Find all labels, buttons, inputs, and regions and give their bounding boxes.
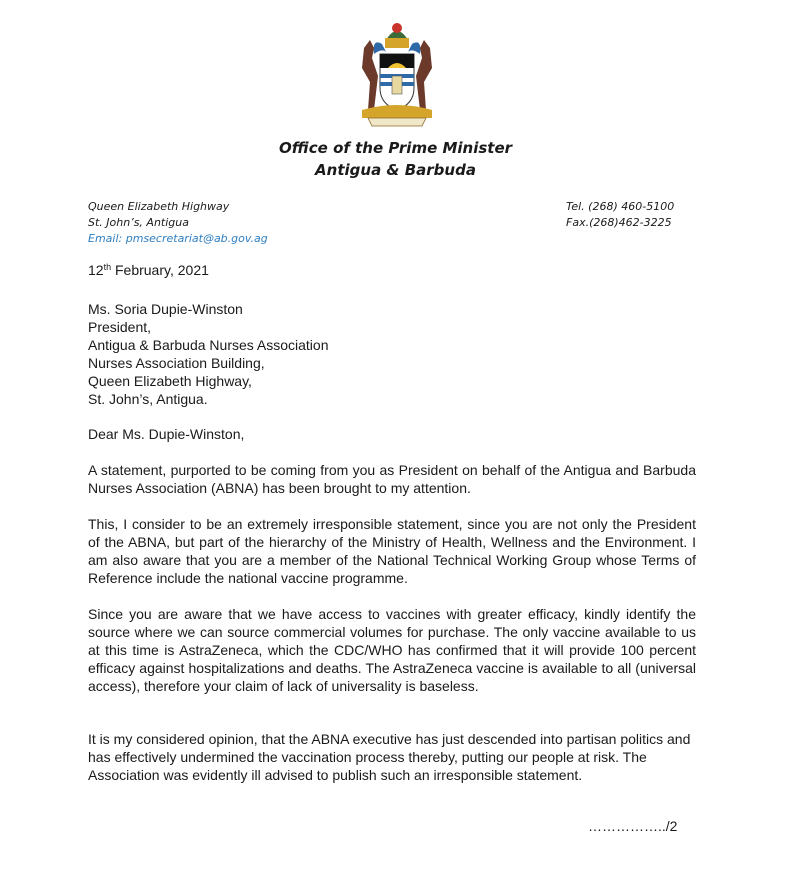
fax: Fax.(268)462-3225 xyxy=(566,216,672,229)
body-paragraph: It is my considered opinion, that the ABNA executive has just descended into partisan politics and has effectively undermined the vaccination process thereby, putting our people at risk. The Association was evidently ill advised to publish such an irresponsible statement. xyxy=(88,731,691,783)
address-line: St. John’s, Antigua xyxy=(88,216,189,229)
recipient-line: Antigua & Barbuda Nurses Association xyxy=(88,337,329,353)
email-link[interactable]: Email: pmsecretariat@ab.gov.ag xyxy=(88,232,268,245)
body-paragraph: A statement, purported to be coming from you as President on behalf of the Antigua and Barbuda Nurses Association (ABNA) has been brought to my attention. xyxy=(88,462,696,496)
date-rest: February, 2021 xyxy=(111,262,209,278)
recipient-line: President, xyxy=(88,319,152,335)
salutation: Dear Ms. Dupie-Winston, xyxy=(88,426,245,442)
office-country: Antigua & Barbuda xyxy=(315,161,476,179)
recipient-line: St. John’s, Antigua. xyxy=(88,391,208,407)
date-suffix: th xyxy=(103,262,112,272)
date-day: 12 xyxy=(88,262,104,278)
sender-address xyxy=(88,199,268,247)
letter-date xyxy=(88,262,209,278)
address-line: Queen Elizabeth Highway xyxy=(88,200,230,213)
telephone: Tel. (268) 460-5100 xyxy=(566,200,675,213)
page-continuation-marker: ……………../2 xyxy=(588,818,678,834)
recipient-line: Ms. Soria Dupie-Winston xyxy=(88,301,243,317)
body-paragraph: Since you are aware that we have access to vaccines with greater efficacy, kindly identify the source where we can source commercial volumes for purchase. The only vaccine available to us at this time is AstraZeneca, which the CDC/WHO has confirmed that it will provide 100 percent efficacy against hospitalizations and deaths. The AstraZeneca vaccine is available to all (universal access), therefore your claim of lack of universality is baseless. xyxy=(88,606,696,694)
coat-of-arms-icon xyxy=(352,18,442,130)
sender-contact xyxy=(566,199,674,231)
recipient-line: Nurses Association Building, xyxy=(88,355,265,371)
body-paragraph: This, I consider to be an extremely irresponsible statement, since you are not only the President of the ABNA, but part of the hierarchy of the Ministry of Health, Wellness and the Environment. I am also aware that you are a member of the National Technical Working Group whose Terms of Reference include the national vaccine programme. xyxy=(88,516,696,586)
recipient-line: Queen Elizabeth Highway, xyxy=(88,373,252,389)
recipient-block xyxy=(88,300,328,408)
office-title: Office of the Prime Minister xyxy=(278,139,513,157)
